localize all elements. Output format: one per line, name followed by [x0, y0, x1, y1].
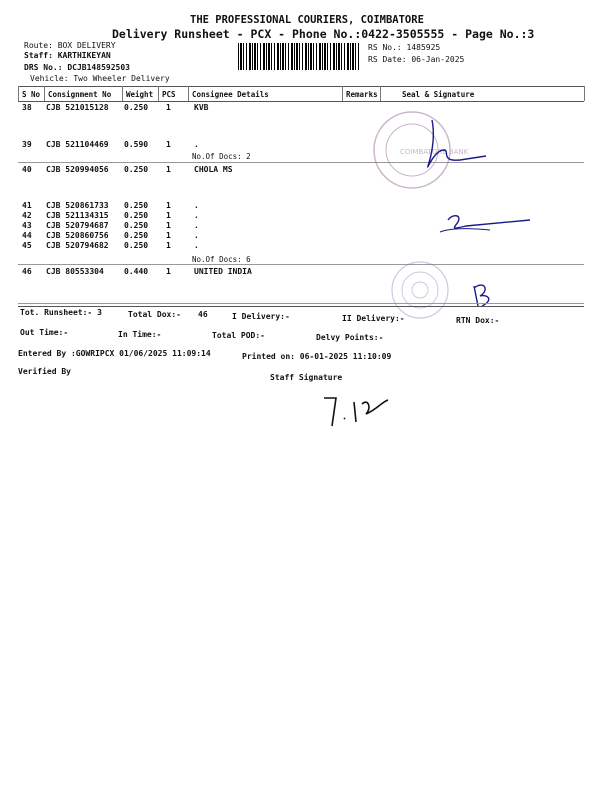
cell-consignee: .: [194, 140, 199, 149]
company-title: THE PROFESSIONAL COURIERS, COIMBATORE: [190, 14, 424, 26]
cell-consignee: .: [194, 201, 199, 210]
cell-consignment: CJB 520861733: [46, 201, 109, 210]
runsheet-title: Delivery Runsheet - PCX - Phone No.:0422-3505555 - Page No.:3: [112, 27, 535, 41]
total-runsheet: Tot. Runsheet:- 3: [20, 308, 102, 317]
cell-consignment: CJB 80553304: [46, 267, 104, 276]
cell-weight: 0.250: [124, 165, 149, 174]
col-divider: [342, 86, 343, 101]
docs-count: No.Of Docs: 6: [192, 255, 251, 264]
rs-number: RS No.: 1485925: [368, 43, 441, 52]
rtn-dox-label: RTN Dox:-: [456, 316, 500, 325]
cell-sno: 41: [22, 201, 32, 210]
cell-consignee: KVB: [194, 103, 209, 112]
cell-consignee: .: [194, 231, 199, 240]
cell-sno: 38: [22, 103, 32, 112]
drs-number: DRS No.: DCJB148592503: [24, 63, 130, 72]
cell-weight: 0.250: [124, 201, 149, 210]
col-header-remarks: Remarks: [346, 90, 378, 99]
verified-by-label: Verified By: [18, 367, 71, 376]
col-divider: [158, 86, 159, 101]
cell-weight: 0.440: [124, 267, 149, 276]
signature-mark: [440, 229, 490, 232]
stamp-text: COIMBATORE BANK: [400, 148, 469, 156]
cell-weight: 0.590: [124, 140, 149, 149]
cell-weight: 0.250: [124, 211, 149, 220]
cell-consignee: .: [194, 211, 199, 220]
cell-pcs: 1: [166, 231, 171, 240]
row-separator: [18, 303, 584, 304]
col-header-seal: Seal & Signature: [402, 90, 475, 99]
footer-top-border: [18, 306, 584, 307]
col-header-sno: S No: [22, 90, 41, 99]
rs-date: RS Date: 06-Jan-2025: [368, 55, 465, 64]
route-label: Route: BOX DELIVERY: [24, 41, 116, 50]
cell-weight: 0.250: [124, 103, 149, 112]
cell-sno: 40: [22, 165, 32, 174]
i-delivery-label: I Delivery:-: [232, 312, 290, 321]
cell-consignee: .: [194, 221, 199, 230]
total-pod-label: Total POD:-: [212, 331, 265, 340]
cell-consignment: CJB 520794687: [46, 221, 109, 230]
entered-by: Entered By :GOWRIPCX 01/06/2025 11:09:14: [18, 349, 211, 358]
cell-sno: 45: [22, 241, 32, 250]
cell-pcs: 1: [166, 221, 171, 230]
cell-consignee: UNITED INDIA: [194, 267, 252, 276]
cell-pcs: 1: [166, 140, 171, 149]
cell-pcs: 1: [166, 211, 171, 220]
col-divider: [122, 86, 123, 101]
ii-delivery-label: II Delivery:-: [342, 314, 405, 323]
bank-stamp: [374, 112, 469, 188]
staff-signature-mark: [318, 392, 398, 432]
insurance-stamp: [392, 262, 448, 318]
total-dox-value: 46: [198, 310, 208, 319]
col-header-consignee: Consignee Details: [192, 90, 269, 99]
seal-signature-area: [370, 110, 590, 320]
cell-consignment: CJB 521015128: [46, 103, 109, 112]
delvy-points-label: Delvy Points:-: [316, 333, 384, 342]
out-time-label: Out Time:-: [20, 328, 69, 337]
col-header-consignment: Consignment No: [48, 90, 112, 99]
cell-sno: 44: [22, 231, 32, 240]
col-divider: [380, 86, 381, 101]
cell-pcs: 1: [166, 267, 171, 276]
total-dox-label: Total Dox:-: [128, 310, 181, 319]
cell-pcs: 1: [166, 241, 171, 250]
cell-pcs: 1: [166, 103, 171, 112]
cell-consignment: CJB 520860756: [46, 231, 109, 240]
signature-mark: [448, 216, 530, 228]
staff-signature-label: Staff Signature: [270, 373, 343, 382]
staff-label: Staff: KARTHIKEYAN: [24, 51, 111, 60]
col-divider: [584, 86, 585, 101]
cell-weight: 0.250: [124, 221, 149, 230]
col-header-weight: Weight: [126, 90, 154, 99]
cell-consignee: .: [194, 241, 199, 250]
printed-on: Printed on: 06-01-2025 11:10:09: [242, 352, 392, 361]
cell-weight: 0.250: [124, 231, 149, 240]
barcode: [238, 43, 360, 70]
cell-sno: 46: [22, 267, 32, 276]
cell-weight: 0.250: [124, 241, 149, 250]
cell-sno: 43: [22, 221, 32, 230]
cell-consignment: CJB 521134315: [46, 211, 109, 220]
cell-consignment: CJB 520994056: [46, 165, 109, 174]
cell-consignment: CJB 520794682: [46, 241, 109, 250]
cell-sno: 42: [22, 211, 32, 220]
col-header-pcs: PCS: [162, 90, 176, 99]
cell-consignee: CHOLA MS: [194, 165, 233, 174]
cell-pcs: 1: [166, 165, 171, 174]
cell-pcs: 1: [166, 201, 171, 210]
col-divider: [18, 86, 19, 101]
docs-count: No.Of Docs: 2: [192, 152, 251, 161]
in-time-label: In Time:-: [118, 330, 162, 339]
col-divider: [44, 86, 45, 101]
table-header-border: [18, 101, 584, 102]
cell-consignment: CJB 521104469: [46, 140, 109, 149]
col-divider: [188, 86, 189, 101]
table-top-border: [18, 86, 584, 87]
vehicle-label: Vehicle: Two Wheeler Delivery: [30, 74, 170, 83]
cell-sno: 39: [22, 140, 32, 149]
